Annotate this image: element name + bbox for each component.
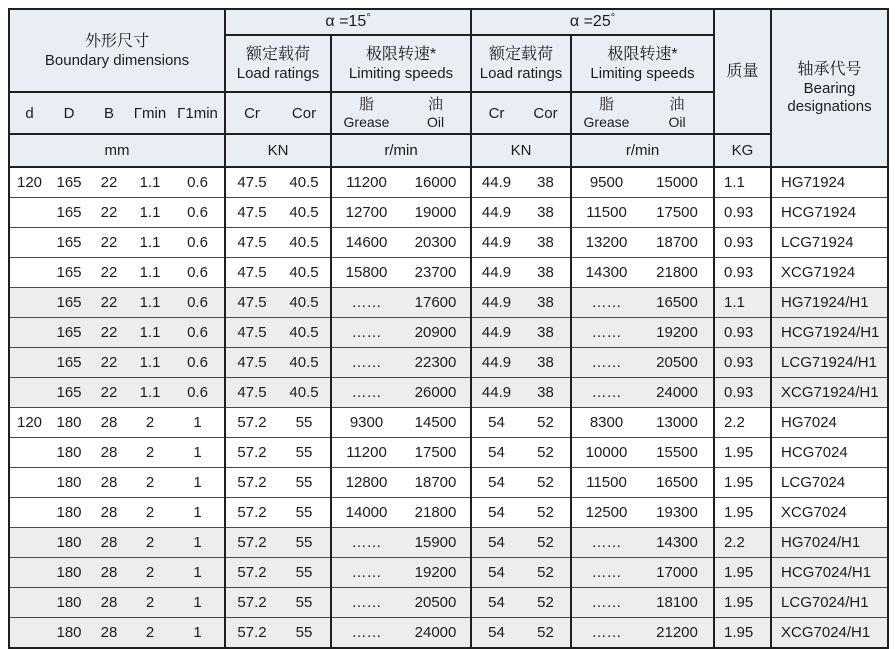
cell-d: [9, 438, 49, 468]
cell-D: 165: [49, 228, 89, 258]
cell-D: 180: [49, 408, 89, 438]
header-mass: [714, 9, 771, 134]
cell-mass: 0.93: [714, 258, 771, 288]
unit-kn-25: KN: [471, 134, 571, 167]
cell-grease-25: ……: [571, 528, 641, 558]
table-row: [9, 228, 888, 258]
cell-cor-25: 38: [521, 258, 571, 288]
cell-oil-15: 26000: [401, 378, 471, 408]
cell-cr-25: 44.9: [471, 198, 521, 228]
cell-cor-15: 40.5: [278, 348, 331, 378]
symbol-rmin: Γmin: [129, 92, 171, 134]
cell-D: 180: [49, 618, 89, 649]
cell-designation: HG71924/H1: [771, 288, 888, 318]
cell-grease-15: ……: [331, 318, 401, 348]
cell-oil-15: 19200: [401, 558, 471, 588]
cell-grease-25: 10000: [571, 438, 641, 468]
cell-designation: XCG7024/H1: [771, 618, 888, 649]
cell-grease-15: 11200: [331, 167, 401, 198]
mass-zh: 质量: [726, 62, 759, 80]
cell-rmin: 1.1: [129, 288, 171, 318]
cell-cor-25: 52: [521, 588, 571, 618]
cell-r1min: 1: [171, 498, 225, 528]
cell-d: [9, 198, 49, 228]
cell-oil-25: 16500: [641, 288, 714, 318]
cell-cr-15: 47.5: [225, 348, 278, 378]
table-row: [9, 618, 888, 649]
cell-cor-25: 38: [521, 198, 571, 228]
cell-cr-25: 44.9: [471, 318, 521, 348]
cell-cor-15: 55: [278, 618, 331, 649]
cell-oil-25: 14300: [641, 528, 714, 558]
cell-designation: HG7024: [771, 408, 888, 438]
cell-grease-25: 9500: [571, 167, 641, 198]
cell-B: 22: [89, 258, 129, 288]
symbol-grease-25: 脂 Grease: [571, 92, 641, 134]
symbol-oil-25: 油 Oil: [641, 92, 714, 134]
cell-rmin: 2: [129, 468, 171, 498]
cell-r1min: 1: [171, 618, 225, 649]
cell-grease-15: 9300: [331, 408, 401, 438]
cell-B: 22: [89, 288, 129, 318]
cell-oil-25: 16500: [641, 468, 714, 498]
unit-kn-15: KN: [225, 134, 331, 167]
cell-rmin: 1.1: [129, 348, 171, 378]
cell-oil-25: 13000: [641, 408, 714, 438]
cell-D: 180: [49, 498, 89, 528]
cell-oil-15: 17600: [401, 288, 471, 318]
cell-oil-15: 17500: [401, 438, 471, 468]
cell-designation: XCG71924: [771, 258, 888, 288]
cell-r1min: 0.6: [171, 288, 225, 318]
designation-en2: designations: [787, 98, 872, 115]
cell-designation: XCG71924/H1: [771, 378, 888, 408]
cell-mass: 0.93: [714, 378, 771, 408]
table-row: [9, 588, 888, 618]
cell-cr-15: 47.5: [225, 318, 278, 348]
cell-grease-15: ……: [331, 528, 401, 558]
cell-cr-15: 57.2: [225, 528, 278, 558]
header-load-ratings-25: 额定载荷 Load ratings: [471, 35, 571, 92]
cell-d: [9, 288, 49, 318]
cell-d: [9, 228, 49, 258]
cell-cor-25: 38: [521, 228, 571, 258]
cell-designation: LCG71924: [771, 228, 888, 258]
cell-grease-25: 11500: [571, 468, 641, 498]
cell-cr-25: 54: [471, 558, 521, 588]
cell-mass: 2.2: [714, 408, 771, 438]
cell-oil-25: 15500: [641, 438, 714, 468]
cell-D: 165: [49, 378, 89, 408]
cell-B: 28: [89, 498, 129, 528]
cell-oil-25: 15000: [641, 167, 714, 198]
boundary-en: Boundary dimensions: [44, 51, 190, 69]
cell-B: 22: [89, 378, 129, 408]
cell-cr-25: 54: [471, 438, 521, 468]
cell-designation: HG71924: [771, 167, 888, 198]
cell-d: [9, 348, 49, 378]
cell-cr-25: 44.9: [471, 288, 521, 318]
cell-r1min: 1: [171, 558, 225, 588]
cell-B: 28: [89, 558, 129, 588]
cell-rmin: 2: [129, 408, 171, 438]
cell-oil-25: 17500: [641, 198, 714, 228]
cell-oil-15: 18700: [401, 468, 471, 498]
symbol-grease-15: 脂 Grease: [331, 92, 401, 134]
cell-r1min: 1: [171, 528, 225, 558]
table-row: [9, 438, 888, 468]
cell-mass: 0.93: [714, 198, 771, 228]
cell-grease-15: ……: [331, 288, 401, 318]
cell-D: 165: [49, 288, 89, 318]
cell-grease-25: ……: [571, 378, 641, 408]
cell-grease-25: ……: [571, 588, 641, 618]
table-row: [9, 528, 888, 558]
cell-oil-25: 19300: [641, 498, 714, 528]
cell-designation: XCG7024: [771, 498, 888, 528]
cell-cr-15: 57.2: [225, 618, 278, 649]
cell-oil-15: 14500: [401, 408, 471, 438]
cell-d: 120: [9, 167, 49, 198]
cell-B: 22: [89, 198, 129, 228]
cell-D: 180: [49, 438, 89, 468]
symbol-B: B: [89, 92, 129, 134]
cell-cor-25: 38: [521, 348, 571, 378]
header-limiting-speeds-25: 极限转速* Limiting speeds: [571, 35, 714, 92]
table-row: [9, 468, 888, 498]
cell-mass: 1.1: [714, 167, 771, 198]
table-row: [9, 408, 888, 438]
cell-cor-25: 38: [521, 318, 571, 348]
cell-cor-15: 40.5: [278, 167, 331, 198]
cell-cor-15: 40.5: [278, 228, 331, 258]
cell-D: 180: [49, 558, 89, 588]
cell-d: [9, 558, 49, 588]
cell-B: 28: [89, 438, 129, 468]
cell-cr-25: 54: [471, 528, 521, 558]
cell-mass: 1.1: [714, 288, 771, 318]
cell-oil-15: 16000: [401, 167, 471, 198]
header-load-ratings-15: 额定载荷 Load ratings: [225, 35, 331, 92]
cell-grease-15: ……: [331, 588, 401, 618]
cell-r1min: 1: [171, 408, 225, 438]
cell-grease-15: ……: [331, 348, 401, 378]
cell-cor-15: 40.5: [278, 258, 331, 288]
table-row: [9, 378, 888, 408]
cell-D: 165: [49, 198, 89, 228]
cell-rmin: 1.1: [129, 318, 171, 348]
unit-rpm-25: r/min: [571, 134, 714, 167]
cell-B: 22: [89, 318, 129, 348]
cell-r1min: 1: [171, 438, 225, 468]
cell-designation: HCG7024/H1: [771, 558, 888, 588]
cell-d: [9, 588, 49, 618]
cell-cr-25: 54: [471, 408, 521, 438]
cell-grease-15: ……: [331, 558, 401, 588]
cell-rmin: 1.1: [129, 258, 171, 288]
cell-mass: 0.93: [714, 348, 771, 378]
boundary-zh: 外形尺寸: [85, 32, 150, 50]
cell-cr-15: 57.2: [225, 468, 278, 498]
cell-oil-25: 20500: [641, 348, 714, 378]
cell-D: 180: [49, 468, 89, 498]
cell-d: [9, 468, 49, 498]
cell-cr-15: 57.2: [225, 588, 278, 618]
table-row: [9, 198, 888, 228]
cell-cor-15: 55: [278, 498, 331, 528]
cell-d: 120: [9, 408, 49, 438]
cell-cr-15: 47.5: [225, 288, 278, 318]
symbol-cr-15: Cr: [225, 92, 278, 134]
cell-D: 180: [49, 528, 89, 558]
cell-cr-25: 54: [471, 618, 521, 649]
cell-rmin: 2: [129, 588, 171, 618]
cell-d: [9, 498, 49, 528]
cell-cr-25: 44.9: [471, 228, 521, 258]
cell-B: 22: [89, 348, 129, 378]
cell-designation: HCG71924: [771, 198, 888, 228]
cell-grease-15: 11200: [331, 438, 401, 468]
table-row: [9, 167, 888, 198]
cell-rmin: 1.1: [129, 378, 171, 408]
cell-d: [9, 318, 49, 348]
cell-cor-15: 40.5: [278, 378, 331, 408]
degree-mark: °: [610, 12, 616, 24]
cell-grease-15: ……: [331, 618, 401, 649]
cell-oil-25: 21200: [641, 618, 714, 649]
cell-B: 22: [89, 167, 129, 198]
cell-grease-25: 11500: [571, 198, 641, 228]
cell-r1min: 0.6: [171, 228, 225, 258]
cell-r1min: 0.6: [171, 348, 225, 378]
cell-oil-25: 18700: [641, 228, 714, 258]
cell-oil-15: 20900: [401, 318, 471, 348]
cell-mass: 0.93: [714, 318, 771, 348]
cell-cor-25: 52: [521, 558, 571, 588]
cell-designation: LCG7024: [771, 468, 888, 498]
cell-cor-15: 40.5: [278, 198, 331, 228]
cell-grease-15: ……: [331, 378, 401, 408]
cell-d: [9, 378, 49, 408]
cell-rmin: 1.1: [129, 228, 171, 258]
cell-rmin: 2: [129, 618, 171, 649]
cell-mass: 1.95: [714, 588, 771, 618]
cell-grease-15: 14000: [331, 498, 401, 528]
cell-mass: 0.93: [714, 228, 771, 258]
cell-cor-15: 55: [278, 558, 331, 588]
cell-cr-25: 54: [471, 588, 521, 618]
cell-grease-25: ……: [571, 558, 641, 588]
cell-cr-25: 54: [471, 468, 521, 498]
cell-cor-25: 38: [521, 288, 571, 318]
cell-r1min: 1: [171, 468, 225, 498]
symbol-cr-25: Cr: [471, 92, 521, 134]
symbol-d: d: [9, 92, 49, 134]
cell-cr-25: 54: [471, 498, 521, 528]
cell-D: 165: [49, 318, 89, 348]
cell-B: 28: [89, 468, 129, 498]
cell-grease-15: 12700: [331, 198, 401, 228]
cell-grease-25: ……: [571, 318, 641, 348]
unit-rpm-15: r/min: [331, 134, 471, 167]
cell-grease-25: 12500: [571, 498, 641, 528]
cell-designation: HG7024/H1: [771, 528, 888, 558]
cell-r1min: 0.6: [171, 378, 225, 408]
cell-grease-25: 8300: [571, 408, 641, 438]
degree-mark: °: [366, 12, 371, 24]
table-row: [9, 318, 888, 348]
cell-cor-15: 55: [278, 528, 331, 558]
cell-mass: 1.95: [714, 438, 771, 468]
header-alpha-25: α =25°: [471, 9, 714, 35]
cell-rmin: 2: [129, 438, 171, 468]
cell-d: [9, 258, 49, 288]
cell-grease-15: 12800: [331, 468, 401, 498]
cell-B: 28: [89, 528, 129, 558]
cell-cor-25: 52: [521, 618, 571, 649]
cell-B: 28: [89, 588, 129, 618]
cell-cr-15: 47.5: [225, 198, 278, 228]
cell-D: 165: [49, 167, 89, 198]
cell-mass: 2.2: [714, 528, 771, 558]
cell-B: 22: [89, 228, 129, 258]
cell-oil-15: 21800: [401, 498, 471, 528]
cell-r1min: 0.6: [171, 318, 225, 348]
cell-cr-25: 44.9: [471, 167, 521, 198]
symbol-cor-15: Cor: [278, 92, 331, 134]
cell-d: [9, 528, 49, 558]
cell-designation: LCG71924/H1: [771, 348, 888, 378]
table-row: [9, 498, 888, 528]
cell-cr-15: 57.2: [225, 438, 278, 468]
unit-kg: KG: [714, 134, 771, 167]
cell-oil-25: 19200: [641, 318, 714, 348]
cell-designation: HCG7024: [771, 438, 888, 468]
cell-B: 28: [89, 408, 129, 438]
header-bearing-designations: [771, 9, 888, 167]
cell-cor-25: 52: [521, 408, 571, 438]
cell-grease-15: 15800: [331, 258, 401, 288]
table-row: [9, 288, 888, 318]
cell-cor-25: 52: [521, 468, 571, 498]
cell-oil-25: 18100: [641, 588, 714, 618]
cell-grease-25: ……: [571, 348, 641, 378]
cell-grease-25: ……: [571, 288, 641, 318]
cell-cr-15: 57.2: [225, 558, 278, 588]
cell-oil-15: 23700: [401, 258, 471, 288]
symbol-r1min: Γ1min: [171, 92, 225, 134]
cell-rmin: 2: [129, 558, 171, 588]
cell-cr-15: 47.5: [225, 228, 278, 258]
cell-designation: LCG7024/H1: [771, 588, 888, 618]
cell-grease-25: 14300: [571, 258, 641, 288]
cell-mass: 1.95: [714, 498, 771, 528]
cell-d: [9, 618, 49, 649]
cell-cor-25: 38: [521, 167, 571, 198]
cell-cr-15: 47.5: [225, 258, 278, 288]
header-boundary-dimensions: [9, 9, 225, 92]
cell-r1min: 0.6: [171, 167, 225, 198]
cell-oil-25: 24000: [641, 378, 714, 408]
cell-cor-15: 40.5: [278, 288, 331, 318]
table-row: [9, 258, 888, 288]
cell-oil-25: 21800: [641, 258, 714, 288]
cell-cor-15: 40.5: [278, 318, 331, 348]
cell-r1min: 0.6: [171, 198, 225, 228]
cell-B: 28: [89, 618, 129, 649]
cell-oil-15: 20500: [401, 588, 471, 618]
cell-cor-15: 55: [278, 438, 331, 468]
designation-en1: Bearing: [803, 80, 856, 97]
cell-D: 165: [49, 348, 89, 378]
cell-grease-25: ……: [571, 618, 641, 649]
cell-oil-15: 15900: [401, 528, 471, 558]
cell-cor-25: 52: [521, 498, 571, 528]
cell-mass: 1.95: [714, 468, 771, 498]
cell-cor-25: 52: [521, 528, 571, 558]
cell-mass: 1.95: [714, 618, 771, 649]
cell-cr-15: 57.2: [225, 408, 278, 438]
table-row: [9, 348, 888, 378]
unit-mm: mm: [9, 134, 225, 167]
cell-cor-15: 55: [278, 408, 331, 438]
header-limiting-speeds-15: 极限转速* Limiting speeds: [331, 35, 471, 92]
cell-rmin: 2: [129, 528, 171, 558]
cell-cor-15: 55: [278, 588, 331, 618]
header-alpha-15: α =15°: [225, 9, 471, 35]
cell-cr-15: 57.2: [225, 498, 278, 528]
cell-r1min: 0.6: [171, 258, 225, 288]
designation-zh: 轴承代号: [797, 61, 862, 78]
symbol-oil-15: 油 Oil: [401, 92, 471, 134]
cell-cor-25: 52: [521, 438, 571, 468]
table-row: [9, 558, 888, 588]
cell-rmin: 2: [129, 498, 171, 528]
cell-cr-25: 44.9: [471, 258, 521, 288]
cell-rmin: 1.1: [129, 198, 171, 228]
symbol-D: D: [49, 92, 89, 134]
cell-cor-15: 55: [278, 468, 331, 498]
cell-oil-15: 22300: [401, 348, 471, 378]
cell-oil-25: 17000: [641, 558, 714, 588]
cell-oil-15: 20300: [401, 228, 471, 258]
cell-cr-15: 47.5: [225, 167, 278, 198]
cell-cr-25: 44.9: [471, 378, 521, 408]
cell-oil-15: 19000: [401, 198, 471, 228]
cell-D: 165: [49, 258, 89, 288]
symbol-cor-25: Cor: [521, 92, 571, 134]
bearing-spec-table: [8, 8, 889, 649]
cell-cor-25: 38: [521, 378, 571, 408]
cell-D: 180: [49, 588, 89, 618]
cell-cr-25: 44.9: [471, 348, 521, 378]
cell-grease-15: 14600: [331, 228, 401, 258]
cell-cr-15: 47.5: [225, 378, 278, 408]
cell-oil-15: 24000: [401, 618, 471, 649]
cell-r1min: 1: [171, 588, 225, 618]
cell-rmin: 1.1: [129, 167, 171, 198]
cell-mass: 1.95: [714, 558, 771, 588]
cell-designation: HCG71924/H1: [771, 318, 888, 348]
cell-grease-25: 13200: [571, 228, 641, 258]
